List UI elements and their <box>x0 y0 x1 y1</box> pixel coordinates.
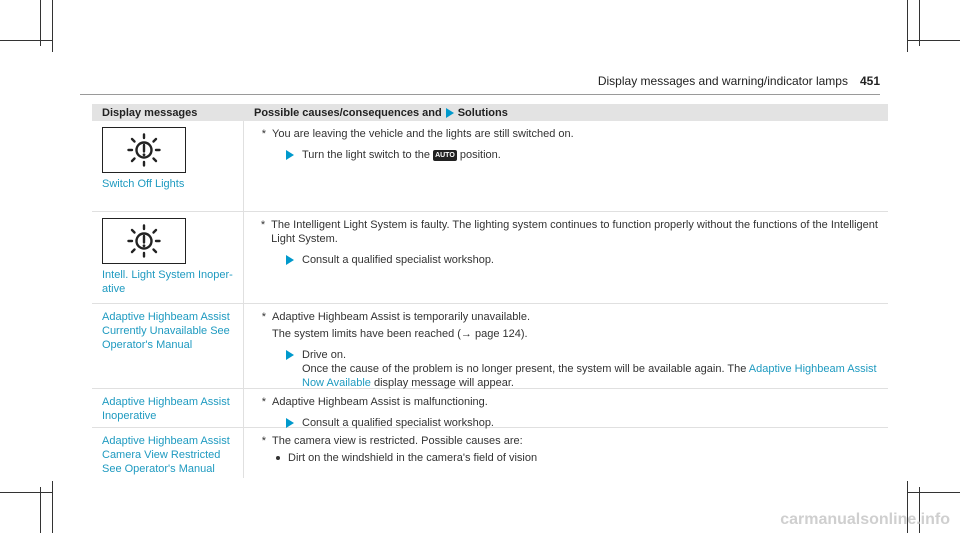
message-label: Switch Off Lights <box>102 178 185 190</box>
message-label: Adaptive Highbeam Assist Currently Unavailable See Operator's Manual <box>102 311 230 351</box>
table-row <box>92 428 888 478</box>
message-label: Adaptive Highbeam Assist Camera View Restricted See Operator's Manual <box>102 435 230 475</box>
cause-text: Adaptive Highbeam Assist is malfunctioning. <box>272 396 488 408</box>
message-reference: Adaptive Highbeam Assist Now Available <box>302 363 877 389</box>
solution-text: Drive on. Once the cause of the problem is no longer present, the system will be available again. The Adaptive Highbeam Assist Now Available display message will appear. <box>302 349 877 389</box>
solution-text: Turn the light switch to the AUTO position. <box>302 149 501 161</box>
message-label: Adaptive Highbeam Assist Inoperative <box>102 396 230 422</box>
cause-text: You are leaving the vehicle and the lights are still switched on. <box>272 128 574 140</box>
cause-marker: * <box>260 219 266 231</box>
watermark: carmanualsonline.info <box>780 511 950 528</box>
bullet-text: Dirt on the windshield in the camera's field of vision <box>288 452 538 464</box>
solution-text: Consult a qualified specialist workshop. <box>302 254 494 266</box>
cause-text: The camera view is restricted. Possible causes are: <box>272 435 523 447</box>
table-row <box>92 212 888 304</box>
cause-marker: * <box>261 435 266 447</box>
solution-text: Consult a qualified specialist workshop. <box>302 417 494 429</box>
note-text: The system limits have been reached (→ page 124). <box>272 328 528 340</box>
auto-badge-icon: AUTO <box>435 152 455 159</box>
light-malfunction-icon <box>102 218 186 264</box>
table-row <box>92 304 888 389</box>
bullet-dot <box>276 456 280 460</box>
column-header-solutions: Possible causes/consequences and Solutions <box>254 106 508 119</box>
cause-text: Adaptive Highbeam Assist is temporarily unavailable. <box>272 311 531 323</box>
crop-mark <box>908 492 960 493</box>
arrow-right-icon <box>286 255 294 265</box>
header-divider <box>80 94 880 95</box>
cause-marker: * <box>261 128 266 140</box>
crop-mark <box>52 0 53 52</box>
arrow-right-icon <box>286 350 294 360</box>
page-title: Display messages and warning/indicator lamps <box>597 74 848 88</box>
cause-marker: * <box>261 396 266 408</box>
crop-mark <box>0 40 52 41</box>
message-label: Intell. Light System Inoper-ative <box>102 269 233 295</box>
crop-mark <box>40 487 41 533</box>
table-row <box>92 121 888 212</box>
page-number: 451 <box>859 74 880 88</box>
light-malfunction-icon <box>102 127 186 173</box>
arrow-right-icon <box>286 150 294 160</box>
table-row <box>92 389 888 428</box>
arrow-right-icon <box>286 418 294 428</box>
crop-mark <box>908 40 960 41</box>
arrow-right-icon <box>446 108 454 118</box>
table-header <box>92 104 888 121</box>
crop-mark <box>0 492 52 493</box>
crop-mark <box>52 481 53 533</box>
cause-text: The Intelligent Light System is faulty. The lighting system continues to function properly without the functions of the Intelligent Light System. <box>271 219 878 245</box>
messages-table <box>92 104 888 478</box>
cause-marker: * <box>261 311 266 323</box>
page-header <box>598 74 880 88</box>
crop-mark <box>907 0 908 52</box>
column-header-messages: Display messages <box>102 106 198 119</box>
